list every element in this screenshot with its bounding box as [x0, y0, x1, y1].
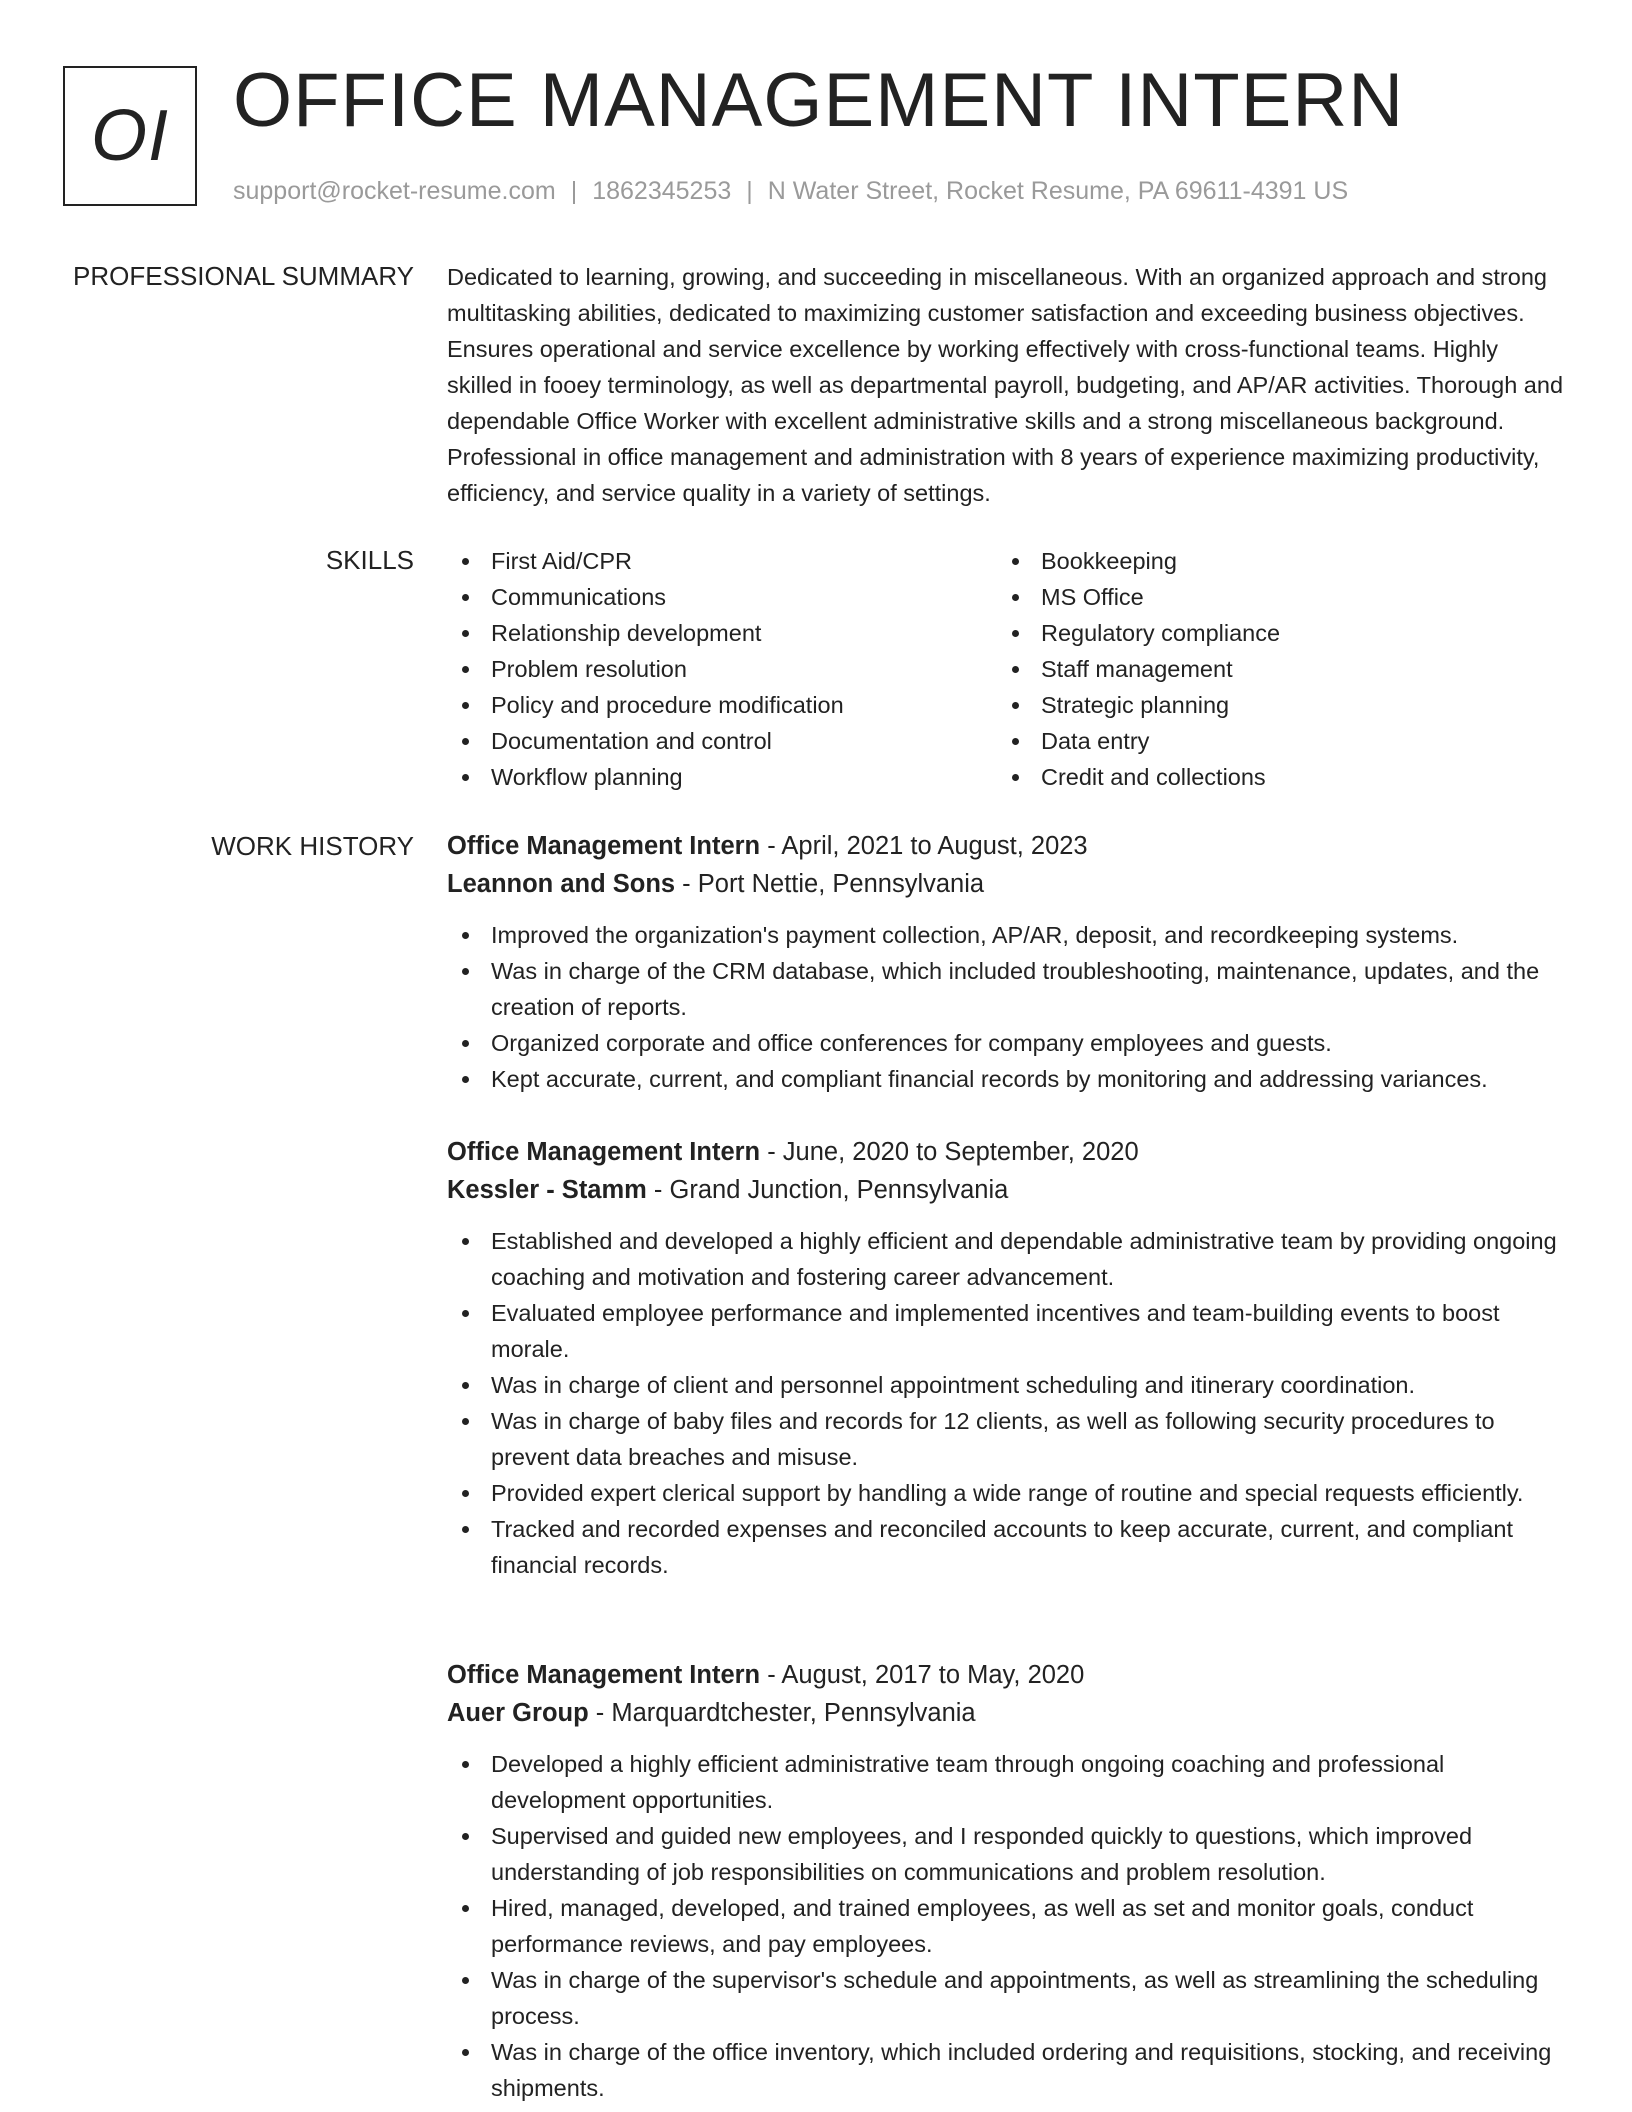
- skill-item: Regulatory compliance: [997, 615, 1537, 651]
- contact-separator: |: [570, 177, 578, 205]
- skill-item: MS Office: [997, 579, 1537, 615]
- job-title-line: [447, 827, 1567, 865]
- job-entry: [447, 827, 1567, 1097]
- job-bullet: Tracked and recorded expenses and reconciled accounts to keep accurate, current, and compliant financial records.: [447, 1511, 1567, 1583]
- skill-item: Relationship development: [447, 615, 987, 651]
- summary-body: [447, 259, 1567, 511]
- job-company-line: [447, 1694, 1567, 1732]
- job-bullets: [447, 1223, 1567, 1583]
- skill-item: Documentation and control: [447, 723, 987, 759]
- job-title: Office Management Intern: [447, 1138, 761, 1166]
- resume-title: OFFICE MANAGEMENT INTERN: [233, 58, 1405, 143]
- job-bullet: Supervised and guided new employees, and I responded quickly to questions, which improved understanding of job responsibilities on communications and problem resolution.: [447, 1818, 1567, 1890]
- monogram-initials: OI: [90, 96, 169, 176]
- job-bullets: [447, 917, 1567, 1097]
- job-bullet: Was in charge of baby files and records for 12 clients, as well as following security procedures to prevent data breaches and misuse.: [447, 1403, 1567, 1475]
- job-location: - Grand Junction, Pennsylvania: [646, 1176, 1009, 1204]
- summary-text: Dedicated to learning, growing, and succeeding in miscellaneous. With an organized approach and strong multitasking abilities, dedicated to maximizing customer satisfaction and exceeding business objectives. Ensures operational and service excellence by working effectively with cross-functional teams. Highly skilled in fooey terminology, as well as departmental payroll, budgeting, and AP/AR activities. Thorough and dependable Office Worker with excellent administrative skills and a strong miscellaneous background. Professional in office management and administration with 8 years of experience maximizing productivity, efficiency, and service quality in a variety of settings.: [447, 264, 1564, 506]
- job-location: - Port Nettie, Pennsylvania: [675, 870, 985, 898]
- skill-item: Workflow planning: [447, 759, 987, 795]
- job-title-line: [447, 1656, 1567, 1694]
- skill-item: Strategic planning: [997, 687, 1537, 723]
- job-bullet: Was in charge of the office inventory, which included ordering and requisitions, stocking, and receiving shipments.: [447, 2034, 1567, 2106]
- job-bullet: Provided expert clerical support by handling a wide range of routine and special requests efficiently.: [447, 1475, 1567, 1511]
- job-company: Leannon and Sons: [447, 870, 676, 898]
- job-company-line: [447, 865, 1567, 903]
- contact-email: support@rocket-resume.com: [233, 177, 556, 205]
- work-history-heading: WORK HISTORY: [211, 831, 414, 861]
- job-bullet: Kept accurate, current, and compliant financial records by monitoring and addressing variances.: [447, 1061, 1567, 1097]
- job-dates: - August, 2017 to May, 2020: [760, 1661, 1085, 1689]
- contact-line: [233, 174, 1348, 208]
- monogram-logo: [63, 66, 197, 206]
- job-company-line: [447, 1171, 1567, 1209]
- contact-phone: 1862345253: [592, 177, 732, 205]
- skill-item: Staff management: [997, 651, 1537, 687]
- job-bullet: Developed a highly efficient administrative team through ongoing coaching and professional development opportunities.: [447, 1746, 1567, 1818]
- job-entry: [447, 1133, 1567, 1583]
- job-title: Office Management Intern: [447, 832, 761, 860]
- job-company: Kessler - Stamm: [447, 1176, 647, 1204]
- job-title-line: [447, 1133, 1567, 1171]
- contact-address: N Water Street, Rocket Resume, PA 69611-4391 US: [767, 177, 1349, 205]
- skill-item: First Aid/CPR: [447, 543, 987, 579]
- job-title: Office Management Intern: [447, 1661, 761, 1689]
- job-company: Auer Group: [447, 1699, 589, 1727]
- skill-item: Bookkeeping: [997, 543, 1537, 579]
- job-bullets: [447, 1746, 1567, 2106]
- job-location: - Marquardtchester, Pennsylvania: [588, 1699, 976, 1727]
- skill-item: Problem resolution: [447, 651, 987, 687]
- skills-list-right: [997, 543, 1537, 795]
- job-bullet: Was in charge of the CRM database, which included troubleshooting, maintenance, updates, and the creation of reports.: [447, 953, 1567, 1025]
- job-bullet: Improved the organization's payment collection, AP/AR, deposit, and recordkeeping systems.: [447, 917, 1567, 953]
- contact-separator: |: [746, 177, 753, 205]
- skill-item: Credit and collections: [997, 759, 1537, 795]
- skills-heading: SKILLS: [325, 545, 414, 575]
- summary-heading: PROFESSIONAL SUMMARY: [73, 261, 414, 291]
- job-bullet: Organized corporate and office conferences for company employees and guests.: [447, 1025, 1567, 1061]
- skill-item: Data entry: [997, 723, 1537, 759]
- job-dates: - April, 2021 to August, 2023: [760, 832, 1088, 860]
- job-bullet: Established and developed a highly efficient and dependable administrative team by providing ongoing coaching and motivation and fostering career advancement.: [447, 1223, 1567, 1295]
- skill-item: Policy and procedure modification: [447, 687, 987, 723]
- job-bullet: Evaluated employee performance and implemented incentives and team-building events to boost morale.: [447, 1295, 1567, 1367]
- job-bullet: Was in charge of client and personnel appointment scheduling and itinerary coordination.: [447, 1367, 1567, 1403]
- skills-list-left: [447, 543, 987, 795]
- job-dates: - June, 2020 to September, 2020: [760, 1138, 1139, 1166]
- job-bullet: Hired, managed, developed, and trained employees, as well as set and monitor goals, conduct performance reviews, and pay employees.: [447, 1890, 1567, 1962]
- job-bullet: Was in charge of the supervisor's schedule and appointments, as well as streamlining the scheduling process.: [447, 1962, 1567, 2034]
- job-entry: [447, 1656, 1567, 2106]
- skill-item: Communications: [447, 579, 987, 615]
